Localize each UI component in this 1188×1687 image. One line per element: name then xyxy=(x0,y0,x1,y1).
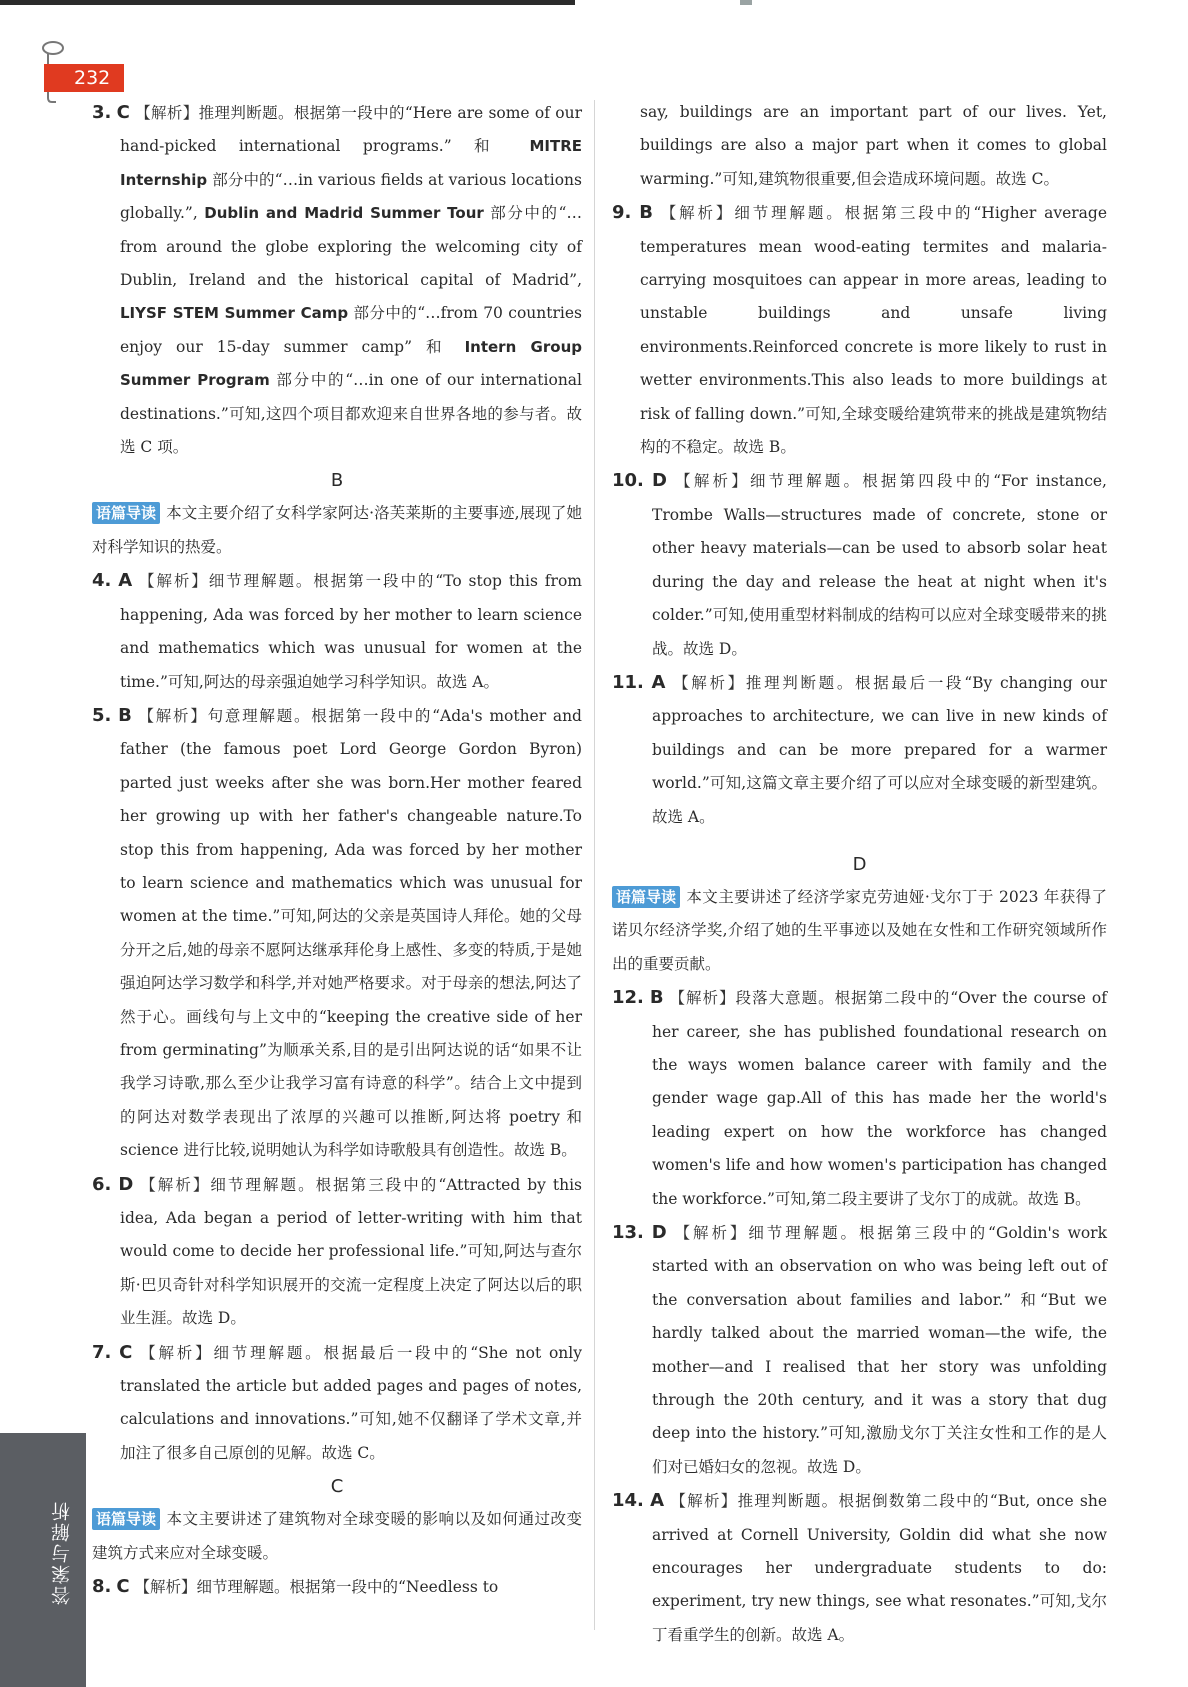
item-number: 7. xyxy=(92,1341,112,1363)
item-text: 推理判断题。根据第一段中的“Here are some of our hand-picked international programs.” 和 xyxy=(120,104,582,156)
answer-item-5 xyxy=(92,699,582,1168)
item-text: 细节理解题。根据第一段中的“To stop this from happening, Ada was forced by her mother to learn science and mathematics which was unusual for women at the time.”可知,阿达的母亲强迫她学习科学知识。故选 A。 xyxy=(120,572,582,691)
section-heading-d: D xyxy=(852,853,867,875)
item-answer: C xyxy=(116,102,130,123)
item-text: 推理判断题。根据最后一段“By changing our approaches to architecture, we can live in new kinds of buildings and can be more prepared for a warmer world.”可知,这篇文章主要介绍了可以应对全球变暖的新型建筑。故选 A。 xyxy=(652,673,1107,826)
analysis-tag: 【解析】 xyxy=(673,673,746,692)
answer-item-11 xyxy=(612,666,1107,834)
answer-item-8 xyxy=(92,1570,582,1604)
guide-badge: 语篇导读 xyxy=(612,886,680,908)
item-number: 3. xyxy=(92,102,112,123)
item-number: 6. xyxy=(92,1173,112,1195)
item-text: 推理判断题。根据倒数第二段中的“But, once she arrived at Cornell University, Goldin did what she now encourages her undergraduate students to do: experiment, try new things, see what resonates.”可知,戈尔丁看重学生的创新。故选 A。 xyxy=(652,1492,1107,1644)
analysis-tag: 【解析】 xyxy=(139,572,209,591)
program-name: LIYSF STEM Summer Camp xyxy=(120,304,349,323)
analysis-tag: 【解析】 xyxy=(674,1224,749,1242)
right-column xyxy=(612,96,1107,1652)
analysis-tag: 【解析】 xyxy=(670,1492,738,1511)
analysis-tag: 【解析】 xyxy=(135,104,199,122)
item-answer: B xyxy=(639,202,653,224)
analysis-tag: 【解析】 xyxy=(669,989,736,1008)
item-answer: B xyxy=(649,987,664,1009)
item-number: 9. xyxy=(612,202,632,224)
item-number: 5. xyxy=(92,704,112,726)
item-text: 细节理解题。根据第三段中的“Attracted by this idea, Ada began a period of letter-writing with him that would come to decide her professional life.”可知,阿达与查尔斯·巴贝奇针对科学知识展开的交流一定程度上决定了阿达以后的职业生涯。故选 D。 xyxy=(120,1175,582,1328)
item-text: 部分中的“…in one of our international destinations.”可知,这四个项目都欢迎来自世界各地的参与者。故选 C 项。 xyxy=(120,371,582,457)
top-edge-mark xyxy=(740,0,752,5)
answer-item-6 xyxy=(92,1168,582,1336)
answer-item-9 xyxy=(612,196,1107,464)
item-text: 段落大意题。根据第二段中的“Over the course of her career, she has published foundational research on the ways women balance career with family and the gender wage gap.All of this has made her the world's leading expert on how the workforce has changed women's life and how women's participation has changed the workforce.”可知,第二段主要讲了戈尔丁的成就。故选 B。 xyxy=(652,989,1107,1208)
item-answer: D xyxy=(651,1222,667,1243)
guide-text: 本文主要讲述了经济学家克劳迪娅·戈尔丁于 2023 年获得了诺贝尔经济学奖,介绍了她的生平事迹以及她在女性和工作研究领域所作出的重要贡献。 xyxy=(612,887,1107,973)
item-text: 细节理解题。根据第一段中的“Needless to xyxy=(196,1578,499,1597)
item-number: 8. xyxy=(92,1576,112,1598)
passage-guide-b xyxy=(92,497,582,564)
item-text: 部分中的“…from 70 countries enjoy our 15-day summer camp” 和 xyxy=(120,304,582,356)
item-number: 12. xyxy=(612,987,644,1009)
item-text: 句意理解题。根据第一段中的“Ada's mother and father (the famous poet Lord George Gordon Byron) parted just weeks after she was born.Her mother feared her growing up with her father's changeable nature.To stop this from happening, Ada was forced by her mother to learn science and mathematics which was unusual for women at the time.”可知,阿达的父亲是英国诗人拜伦。她的父母分开之后,她的母亲不愿阿达继承拜伦身上感性、多变的特质,于是她强迫阿达学习数学和科学,并对她严格要求。对于母亲的想法,阿达了然于心。画线句与上文中的“keeping the creative side of her from germinating”为顺承关系,目的是引出阿达说的话“如果不让我学习诗歌,那么至少让我学习富有诗意的科学”。结合上文中提到的阿达对数学表现出了浓厚的兴趣可以推断,阿达将 poetry 和 science 进行比较,说明她认为科学如诗歌般具有创造性。故选 B。 xyxy=(120,706,582,1160)
item-text: 细节理解题。根据第三段中的“Goldin's work started with an observation on who was being left out of the conversation about families and labor.” 和“But we hardly talked about the married woman—the wife, the mother—and I realised that her story was unfolding through the 20th century, and it was a story that dug deep into the history.”可知,激励戈尔丁关注女性和工作的是人们对已婚妇女的忽视。故选 D。 xyxy=(652,1224,1107,1476)
analysis-tag: 【解析】 xyxy=(660,204,735,223)
item-answer: D xyxy=(118,1173,134,1195)
guide-text: 本文主要讲述了建筑物对全球变暖的影响以及如何通过改变建筑方式来应对全球变暖。 xyxy=(92,1510,582,1562)
item-number: 13. xyxy=(612,1222,644,1243)
program-name: MITRE Internship xyxy=(120,137,582,189)
guide-text: 本文主要介绍了女科学家阿达·洛芙莱斯的主要事迹,展现了她对科学知识的热爱。 xyxy=(92,504,582,556)
item-number: 4. xyxy=(92,570,112,592)
item-answer: A xyxy=(651,671,666,693)
item-number: 14. xyxy=(612,1490,644,1512)
item-answer: D xyxy=(652,470,667,492)
column-divider xyxy=(594,100,595,1630)
answer-item-7 xyxy=(92,1336,582,1471)
guide-badge: 语篇导读 xyxy=(92,1508,160,1530)
answer-item-10 xyxy=(612,464,1107,665)
answer-item-4 xyxy=(92,564,582,699)
item-answer: C xyxy=(119,1341,133,1363)
analysis-tag: 【解析】 xyxy=(138,706,208,725)
answer-item-3 xyxy=(92,96,582,464)
item-answer: A xyxy=(650,1490,665,1512)
page-number: 232 xyxy=(44,64,124,92)
answer-item-14 xyxy=(612,1484,1107,1652)
item-answer: A xyxy=(118,570,133,592)
item-text: 部分中的“…in various fields at various locations globally.”, xyxy=(120,170,582,223)
passage-guide-d xyxy=(612,881,1107,981)
item-text: 细节理解题。根据第三段中的“Higher average temperatures mean wood-eating termites and malaria-carrying mosquitoes can appear in more areas, leading to unstable buildings and unsafe living environments.Reinforced concrete is more likely to rust in wetter environments.This also leads to more buildings at risk of falling down.”可知,全球变暖给建筑带来的挑战是建筑物结构的不稳定。故选 B。 xyxy=(640,204,1107,457)
item-number: 11. xyxy=(612,671,644,693)
guide-badge: 语篇导读 xyxy=(92,502,160,524)
item-answer: C xyxy=(116,1576,130,1598)
section-heading-c: C xyxy=(330,1476,344,1498)
answer-item-8-continued: say, buildings are an important part of our lives. Yet, buildings are also a major part when it comes to global warming.”可知,建筑物很重要,但会造成环境问题。故选 C。 xyxy=(640,103,1107,188)
analysis-tag: 【解析】 xyxy=(134,1578,197,1597)
item-text: 细节理解题。根据第四段中的“For instance, Trombe Walls—structures made of concrete, stone or other heavy materials—can be used to absorb solar heat during the day and release the heat at night when it's colder.”可知,使用重型材料制成的结构可以应对全球变暖带来的挑战。故选 D。 xyxy=(652,472,1107,658)
answer-item-12 xyxy=(612,981,1107,1216)
section-heading-b: B xyxy=(330,470,344,492)
answer-item-13 xyxy=(612,1216,1107,1484)
item-answer: B xyxy=(118,704,132,726)
item-text: 细节理解题。根据最后一段中的“She not only translated the article but added pages and pages of notes, calculations and innovations.”可知,她不仅翻译了学术文章,并加注了很多自己原创的见解。故选 C。 xyxy=(120,1343,582,1462)
item-number: 10. xyxy=(612,470,644,492)
analysis-tag: 【解析】 xyxy=(675,472,750,491)
item-text: 部分中的“…from around the globe exploring the welcoming city of Dublin, Ireland and the historical capital of Madrid”, xyxy=(120,204,582,290)
left-column xyxy=(92,96,582,1604)
program-name: Dublin and Madrid Summer Tour xyxy=(204,204,484,223)
program-name: Intern Group Summer Program xyxy=(120,337,582,390)
side-tab-label: 答案与解析 xyxy=(51,1500,73,1605)
analysis-tag: 【解析】 xyxy=(140,1343,214,1362)
top-edge-bar xyxy=(0,0,575,5)
passage-guide-c xyxy=(92,1503,582,1570)
analysis-tag: 【解析】 xyxy=(140,1175,211,1194)
